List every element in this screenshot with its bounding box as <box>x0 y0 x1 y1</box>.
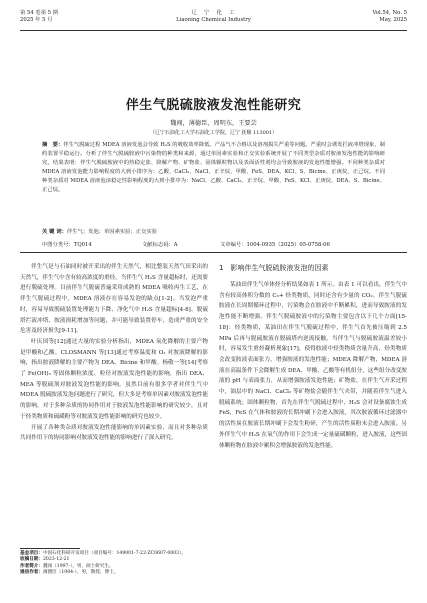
author-bio-text: 魏闯（1997-），男，硕士研究生。 <box>42 563 114 569</box>
abstract-divider <box>20 252 407 253</box>
journal-name-cn: 辽 宁 化 工 <box>191 10 236 16</box>
abstract-text: 伴生气脱硫过程 MDEA 溶液发泡会导致 H₂S 的吸收效率降低、产品气不合格以及溶剂损失严重等问题。严重时会诱发拦液冲塔现象，制约装置平稳运行。分析了伴生气脱硫胺液中污染物的种类和来源，通过单因素实验和正交实验系统开展了不同类型杂质对胺液发泡性能的影响研究。结果表明：伴生气脱硫胺液中的热稳定盐、降解产物、矿物盐、固体颗粒物以及表面活性剂均会导致胺液的发泡性能增强。不同种类杂质对 MDEA 溶液发泡能力影响程度的大到小排序为：乙酸、CaCl₂、NaCl、正辛烷、甲酸、FeS、DEA、KCl、S、Bicine、正庚烷、正己烷。不同种类杂质对 MDEA 溶液泡沫稳定性影响程度的大到小排序为：NaCl、乙酸、CaCl₂、正辛烷、甲酸、FeS、KCl、正庚烷、DEA、S、Bicine、正己烷。 <box>42 142 385 193</box>
author-bio-label: 作者简介： <box>20 563 43 569</box>
header-center <box>20 10 407 24</box>
header-right <box>373 10 407 24</box>
received-date: 2023-12-21 <box>42 557 70 563</box>
article-value: 1004-0935（2025）05-0758-06 <box>246 242 330 248</box>
abstract-label: 摘 要： <box>42 142 64 148</box>
clc-label: 中图分类号： <box>42 242 74 248</box>
corresponding-text: 薄德臣（1984-），男，教授，博士。 <box>42 569 119 575</box>
section-heading: 1 影响伴生气脱硫胺液发泡的因素 <box>219 264 329 272</box>
body-paragraph: 伴生气是与石油同时被开采出的伴生天然气，相比整装天然气田采出的天然气，伴生气中含有较高浓度的重烃，当伴生气 H₂S 含量超标时，还需要进行脱硫处理。目前伴生气脱硫普遍采用成熟的 MDEA 吸收再生工艺，在伴生气脱硫过程中，MDEA 溶液存在容易发泡的缺点[1-2]。当发泡严重时，容易导致脱硫装置处理能力下降、净化气中 H₂S 含量超标[4-8]、脱硫塔拦液冲塔、胺液损耗增加等问题，并可能导致装置停车，造成严重的安全危害及经济损失[9-11]。 <box>20 264 208 335</box>
volume-issue: 第 54 卷第 5 期 <box>20 10 59 16</box>
clc-number <box>42 240 92 248</box>
volume-issue-en: Vol.54, No. 5 <box>372 10 407 16</box>
keywords-label: 关 键 词： <box>42 229 67 235</box>
footnote <box>20 551 407 576</box>
publication-date-cn: 2025 年 5 月 <box>20 17 53 23</box>
body-paragraph: 叶庆国等[12]通过大量的实验分析指出，MDEA 氧化降解的主要产物是甲酸和乙酸。CLOSMANN 等[13]通过考察温度和 O₂ 对胺液降解的影响，指出胺液降解的主要产物为 DEA、Bicine 和甲酸。杨敬一等[14]考察了 Fe(OH)₃ 等固体颗粒浓度、粒径对胺液发泡性能的影响，指出 DEA、MEA 等脱硫剂对胺液发泡性能的影响。虽然目前有很多学者对伴生气中 MDEA 脱硫胺液发泡问题进行了研究，但大多是考察单因素对胺液发泡性能的影响，对于多种杂质的协同作用对于胺液发泡性能影响的研究较少，且对于烃类物质和硫磺粉等对胺液发泡性能影响的研究也较少。 <box>20 338 208 420</box>
body-paragraph: 某油田伴生气单体烃分析结果如表 1 所示。由表 1 可以看出，伴生气中含有较高体积分数的 C₅+ 烃类物质，同时还含有少量的 CO₂。伴生气脱硫胺液在长周期循环过程中，污染物会在胺液中不断累积，进而导致胺液的发泡性能不断增强。伴生气脱硫胺液中的污染物主要包含以下几个方面[15-18]：烃类物质，某油田在伴生气脱硫过程中，伴生气首先被压缩到 2.5 MPa 后再与脱硫胺液在脱硫塔内逆流接触，当伴生气与脱硫胺液温差较小时，容易发生重烃凝析现象[17]，使得胺液中烃类物质含量升高，烃类物质会改变胺液表面张力，增强胺液的发泡性能；MDEA 降解产物，MDEA 溶液在高温条件下会降解生成 DEA、甲酸、乙酸等有机组分，这些组分改变胺液的 pH 与表面张力，从而增强胺液发泡性能；矿物盐，在伴生气开采过程中，油层中的 NaCl、CaCl₂ 等矿物盐会随伴生气夹带，并随着伴生气进入脱硫系统；固体颗粒物，首先在伴生气脱硫过程中，H₂S 会对设备腐蚀生成 FeS，FeS 在气体和胺液的长期冲刷下会进入胺液，其次胺液循环过滤器中的活性炭在胺液长期冲刷下会发生粉碎，产生的活性炭粉末会进入胺液。另外伴生气中 H₂S 在氧气的作用下会生成一定量硫磺颗粒，进入胺液，这些固体颗粒物在胺液中累积会增强胺液的发泡性能。 <box>219 282 407 449</box>
keywords <box>42 227 385 235</box>
article-number <box>220 240 330 248</box>
article-label: 文章编号： <box>220 242 247 248</box>
fund-label: 基金项目： <box>20 551 43 556</box>
footnote-divider <box>20 548 80 549</box>
abstract <box>42 141 385 195</box>
received-label: 收稿日期： <box>20 557 43 563</box>
left-column <box>20 262 208 444</box>
journal-name-en: Liaoning Chemical Industry <box>176 17 251 23</box>
publication-date-en: May, 2025 <box>379 17 407 23</box>
affiliation: （辽宁石油化工大学石油化工学院，辽宁 抚顺 113001） <box>149 130 278 136</box>
keywords-text: 伴生气；发泡；单因素实验；正交实验 <box>66 229 157 235</box>
paper-title: 伴生气脱硫胺液发泡性能研究 <box>125 98 302 113</box>
clc-value: TQ014 <box>73 242 92 248</box>
doc-label: 文献标志码： <box>142 242 174 248</box>
doc-value: A <box>173 242 178 248</box>
right-column <box>219 262 407 451</box>
header-divider <box>20 30 407 31</box>
author-list: 魏闯，薄德臣，周明东，王要芸 <box>170 120 257 127</box>
document-code <box>142 240 178 248</box>
running-header <box>20 10 407 32</box>
corresponding-author-line <box>20 570 407 576</box>
corresponding-label: 通信作者： <box>20 569 43 575</box>
body-paragraph: 开展了各种类杂质对胺液发泡性能影响的单因素实验，而且对多种杂质共同作用下的协同影响对胺液发泡性能的影响进行了深入研究。 <box>20 424 208 442</box>
fund-text: 中国石化科研开发项目（项目编号：149001-7-22-ZC0607-0003）。 <box>42 551 186 556</box>
